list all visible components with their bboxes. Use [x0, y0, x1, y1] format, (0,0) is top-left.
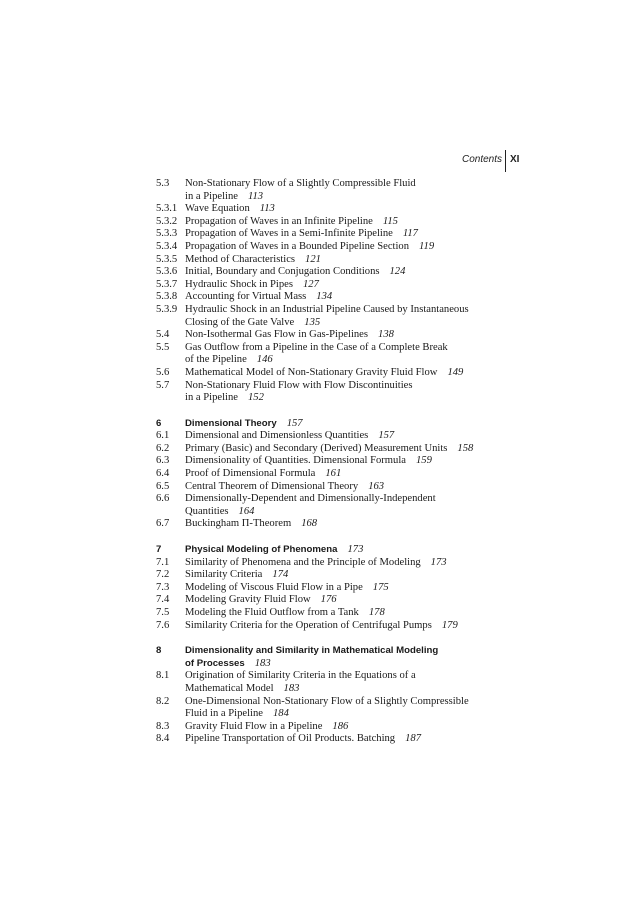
toc-entry-page: 121: [305, 253, 321, 265]
toc-entry-title-line: Similarity of Phenomena and the Principle of Modeling: [185, 556, 421, 568]
toc-entry-title-line: Non-Isothermal Gas Flow in Gas-Pipelines: [185, 329, 369, 341]
toc-entry: [156, 228, 556, 241]
toc-entry-title: [185, 544, 556, 557]
toc-entry-title-line: Hydraulic Shock in an Industrial Pipeline Caused by Instantaneous: [185, 303, 469, 315]
toc-entry-title-line: Modeling the Fluid Outflow from a Tank: [185, 607, 359, 618]
toc-entry-number: 5.3.4: [156, 240, 178, 252]
toc-entry-title: [185, 254, 556, 267]
toc-entry-page: 186: [332, 720, 349, 732]
toc-entry: [156, 607, 556, 620]
toc-entry-title-line: Origination of Similarity Criteria in the Equations of a: [185, 670, 416, 682]
toc-entry-number: 5.3: [156, 178, 170, 189]
toc-entry-page: 138: [378, 329, 394, 341]
toc-entry-title: [185, 203, 556, 216]
toc-entry-title-line: Method of Characteristics: [185, 253, 296, 265]
toc-entry: [156, 582, 556, 595]
toc-entry-number: 7.4: [156, 594, 170, 606]
toc-chapter-entry: [156, 544, 556, 557]
toc-entry-title-line: One-Dimensional Non-Stationary Flow of a Slightly Compressible: [185, 695, 469, 707]
toc-entry-title: [185, 342, 556, 367]
toc-entry-title-line: Proof of Dimensional Formula: [185, 468, 316, 480]
toc-entry-title: [185, 418, 556, 431]
toc-entry-title-line: Modeling Gravity Fluid Flow: [185, 594, 311, 606]
toc-entry-title: [185, 721, 556, 734]
toc-entry: [156, 329, 556, 342]
toc-entry-page: 176: [320, 594, 337, 606]
toc-entry-title-line: Propagation of Waves in a Bounded Pipeline Section: [185, 240, 410, 252]
toc-entry-number: 8.2: [156, 695, 170, 707]
running-head-label: Contents: [461, 154, 502, 165]
toc-entry-number: 5.3.1: [156, 203, 178, 215]
toc-entry-page: 113: [247, 190, 264, 202]
toc-entry-page: 119: [419, 240, 435, 252]
toc-entry-number: 7.1: [156, 556, 170, 568]
toc-entry-number: 5.3.6: [156, 266, 178, 278]
toc-entry-title: [185, 291, 556, 304]
toc-entry: [156, 569, 556, 582]
toc-entry: [156, 733, 556, 746]
toc-entry-title: [185, 430, 556, 443]
toc-entry-page: 146: [256, 354, 273, 366]
toc-entry: [156, 620, 556, 633]
toc-entry: [156, 670, 556, 695]
running-head-divider: [505, 150, 506, 172]
toc-entry-number: 5.4: [156, 329, 170, 341]
toc-entry-page: 134: [316, 291, 333, 303]
toc-entry-title-line: in a Pipeline: [185, 392, 238, 404]
toc-entry-page: 173: [430, 556, 447, 568]
toc-entry-title: [185, 493, 556, 518]
toc-entry-number: 6.4: [156, 468, 170, 480]
toc-entry-title-line: Non-Stationary Flow of a Slightly Compressible Fluid: [185, 178, 416, 189]
toc-entry-title-line: Non-Stationary Fluid Flow with Flow Discontinuities: [185, 379, 413, 391]
toc-entry-page: 168: [301, 518, 318, 530]
toc-entry-number: 8.3: [156, 720, 170, 732]
toc-entry-title: [185, 645, 556, 670]
toc-entry-title: [185, 481, 556, 494]
toc-entry-title: [185, 733, 556, 746]
toc-entry: [156, 279, 556, 292]
toc-entry-title-line: Gas Outflow from a Pipeline in the Case of a Complete Break: [185, 341, 448, 353]
toc-entry-page: 179: [441, 619, 458, 631]
toc-entry-page: 157: [286, 417, 303, 429]
toc-entry: [156, 254, 556, 267]
toc-entry: [156, 241, 556, 254]
toc-entry-number: 5.3.3: [156, 228, 178, 240]
toc-entry-title: [185, 594, 556, 607]
toc-entry: [156, 443, 556, 456]
toc-entry-page: 149: [447, 366, 464, 378]
toc-entry-title: [185, 518, 556, 531]
toc-entry-page: 173: [347, 544, 364, 556]
toc-entry-number: 5.3.8: [156, 291, 178, 303]
toc-entry: [156, 216, 556, 229]
toc-entry: [156, 455, 556, 468]
toc-entry: [156, 178, 556, 203]
toc-entry-number: 7.2: [156, 569, 170, 581]
toc-entry-title: [185, 228, 556, 241]
toc-entry-number: 8: [156, 645, 162, 657]
toc-entry-number: 7.3: [156, 581, 170, 593]
toc-entry-title-line: in a Pipeline: [185, 190, 238, 202]
toc-entry-title-line: Dimensional Theory: [185, 417, 277, 429]
toc-entry-title: [185, 178, 556, 203]
toc-entry-title-line: Similarity Criteria: [185, 569, 263, 581]
toc-entry-page: 174: [272, 569, 289, 581]
toc-entry: [156, 291, 556, 304]
toc-entry-page: 184: [272, 708, 289, 720]
toc-entry: [156, 380, 556, 405]
toc-entry-title-line: Mathematical Model of Non-Stationary Gravity Fluid Flow: [185, 366, 438, 378]
toc-entry-title: [185, 557, 556, 570]
toc-entry-title-line: Physical Modeling of Phenomena: [185, 544, 338, 556]
toc-entry-page: 124: [389, 266, 406, 278]
toc-entry-number: 6.7: [156, 518, 170, 530]
toc-entry: [156, 430, 556, 443]
toc-entry-title: [185, 443, 556, 456]
toc-entry: [156, 721, 556, 734]
toc-entry-number: 8.4: [156, 733, 170, 745]
toc-entry-title-line: Initial, Boundary and Conjugation Conditions: [185, 266, 380, 278]
toc-entry-number: 5.3.9: [156, 303, 178, 315]
toc-entry: [156, 481, 556, 494]
toc-entry-title: [185, 670, 556, 695]
toc-entry-title-line: Similarity Criteria for the Operation of Centrifugal Pumps: [185, 619, 432, 631]
toc-entry-page: 152: [247, 392, 264, 404]
toc-entry-title: [185, 569, 556, 582]
toc-entry-title: [185, 582, 556, 595]
toc-entry-title: [185, 696, 556, 721]
toc-entry-title: [185, 468, 556, 481]
toc-entry: [156, 468, 556, 481]
toc-entry-title-line: Hydraulic Shock in Pipes: [185, 278, 293, 290]
toc-entry-number: 8.1: [156, 670, 170, 682]
toc-entry-page: 183: [283, 682, 300, 694]
toc-entry: [156, 342, 556, 367]
toc-entry-title: [185, 607, 556, 620]
toc-entry: [156, 304, 556, 329]
toc-entry-title-line: Gravity Fluid Flow in a Pipeline: [185, 720, 323, 732]
toc-entry-page: 175: [372, 581, 389, 593]
toc-entry-number: 5.3.7: [156, 278, 178, 290]
toc-entry-page: 127: [303, 278, 319, 290]
toc-entry-number: 6.5: [156, 480, 170, 492]
toc-entry-page: 117: [402, 228, 418, 240]
toc-entry-number: 5.3.5: [156, 253, 178, 265]
running-head: [420, 150, 540, 172]
toc-entry-number: 6.1: [156, 430, 170, 442]
toc-entry-page: 163: [368, 480, 385, 492]
toc-entry-page: 187: [405, 733, 421, 745]
toc-entry-title: [185, 216, 556, 229]
toc-entry: [156, 518, 556, 531]
toc-entry: [156, 266, 556, 279]
toc-entry-title-line: of Processes: [185, 657, 245, 669]
toc-entry: [156, 367, 556, 380]
toc-entry-title-line: Buckingham Π-Theorem: [185, 518, 292, 530]
toc-entry-title-line: Dimensionality and Similarity in Mathematical Modeling: [185, 645, 439, 657]
toc-entry-title-line: Dimensionally-Dependent and Dimensionally-Independent: [185, 493, 436, 505]
toc-entry-number: 5.6: [156, 366, 170, 378]
toc-entry: [156, 594, 556, 607]
toc-entry-number: 7: [156, 544, 162, 556]
toc-entry-page: 183: [254, 657, 271, 669]
toc-entry-page: 113: [259, 203, 275, 215]
toc-entry-number: 6.2: [156, 442, 170, 454]
toc-entry-title: [185, 367, 556, 380]
toc-entry: [156, 696, 556, 721]
toc-entry-page: 178: [368, 607, 385, 618]
toc-entry-title-line: Pipeline Transportation of Oil Products. Batching: [185, 733, 396, 745]
toc-entry-title: [185, 455, 556, 468]
toc-entry-number: 5.7: [156, 379, 170, 391]
toc-entry-title-line: Dimensional and Dimensionless Quantities: [185, 430, 369, 442]
toc-entry-page: 157: [378, 430, 395, 442]
toc-entry-title: [185, 304, 556, 329]
toc-entry-title: [185, 266, 556, 279]
toc-entry-title-line: Quantities: [185, 505, 229, 517]
toc-entry-title-line: Accounting for Virtual Mass: [185, 291, 307, 303]
toc-entry-page: 161: [325, 468, 342, 480]
toc-entry-page: 115: [382, 215, 398, 227]
toc-entry-number: 5.3.2: [156, 215, 178, 227]
toc-entry-title-line: Dimensionality of Quantities. Dimensional Formula: [185, 455, 406, 467]
toc-entry: [156, 493, 556, 518]
toc-chapter-entry: [156, 418, 556, 431]
toc-entry-page: 159: [415, 455, 432, 467]
toc-entry-number: 6: [156, 417, 162, 429]
toc-entry-number: 7.6: [156, 619, 170, 631]
toc-entry-title-line: Closing of the Gate Valve: [185, 316, 295, 328]
toc-entry-title-line: Wave Equation: [185, 203, 250, 215]
toc-entry-title-line: Primary (Basic) and Secondary (Derived) Measurement Units: [185, 442, 448, 454]
toc-entry-title-line: Fluid in a Pipeline: [185, 708, 263, 720]
toc-entry-title: [185, 279, 556, 292]
toc-entry-number: 6.6: [156, 493, 170, 505]
toc-entry-number: 7.5: [156, 607, 170, 618]
toc-entry-title-line: Central Theorem of Dimensional Theory: [185, 480, 359, 492]
toc-entry: [156, 203, 556, 216]
toc-entry-number: 6.3: [156, 455, 170, 467]
toc-entry-page: 135: [304, 316, 321, 328]
toc-entry: [156, 557, 556, 570]
toc-entry-title-line: of the Pipeline: [185, 354, 247, 366]
table-of-contents: [156, 178, 556, 746]
toc-entry-title-line: Modeling of Viscous Fluid Flow in a Pipe: [185, 581, 363, 593]
toc-entry-page: 158: [457, 442, 474, 454]
toc-entry-title-line: Propagation of Waves in a Semi-Infinite Pipeline: [185, 228, 393, 240]
toc-entry-title: [185, 620, 556, 633]
toc-entry-title: [185, 329, 556, 342]
toc-chapter-entry: [156, 645, 556, 670]
toc-entry-title: [185, 380, 556, 405]
toc-entry-page: 164: [238, 505, 255, 517]
toc-entry-title-line: Mathematical Model: [185, 682, 274, 694]
toc-entry-title: [185, 241, 556, 254]
toc-entry-number: 5.5: [156, 341, 170, 353]
toc-entry-title-line: Propagation of Waves in an Infinite Pipeline: [185, 215, 373, 227]
page-number: XI: [510, 154, 520, 165]
